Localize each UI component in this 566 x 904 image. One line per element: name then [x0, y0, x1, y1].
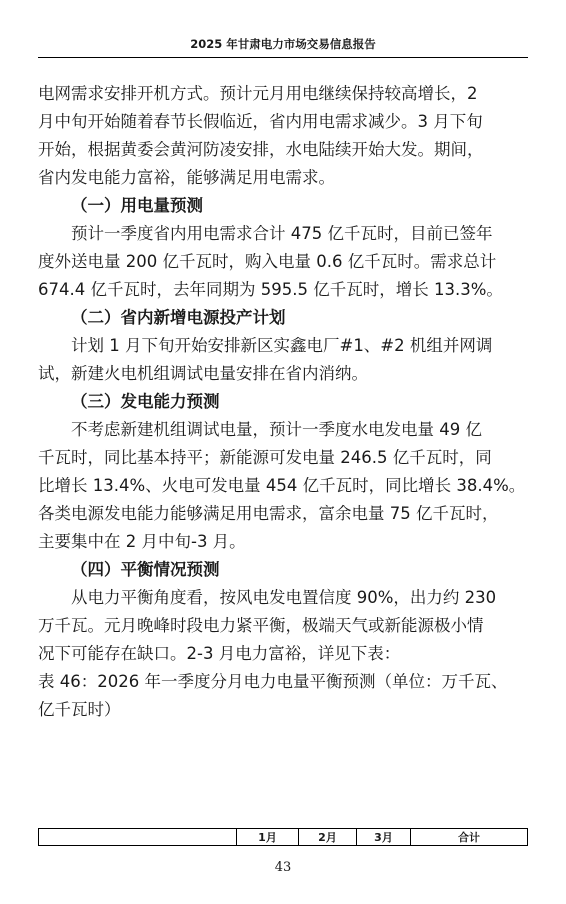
page-number: 43 [274, 860, 292, 875]
table-header-cell: 1月 [237, 829, 299, 846]
paragraph-line: 度外送电量 200 亿千瓦时，购入电量 0.6 亿千瓦时。需求总计 [38, 252, 497, 271]
table-header-cell: 3月 [357, 829, 411, 846]
table-header-cell [39, 829, 237, 846]
paragraph-line: 各类电源发电能力能够满足用电需求，富余电量 75 亿千瓦时， [38, 504, 499, 523]
section-heading-balance-forecast: （四）平衡情况预测 [71, 560, 220, 579]
table-header-row [39, 829, 528, 846]
intro-line: 月中旬开始随着春节长假临近，省内用电需求减少。3 月下旬 [38, 112, 483, 131]
paragraph-line: 从电力平衡角度看，按风电发电置信度 90%，出力约 230 [71, 588, 497, 607]
paragraph-line: 计划 1 月下旬开始安排新区实鑫电厂#1、#2 机组并网调 [71, 336, 493, 355]
table-header-cell: 2月 [299, 829, 357, 846]
table-header-cell: 合计 [411, 829, 528, 846]
intro-line: 电网需求安排开机方式。预计元月用电继续保持较高增长，2 [38, 84, 478, 103]
table-caption: 表 46：2026 年一季度分月电力电量平衡预测（单位：万千瓦、 [38, 672, 508, 691]
intro-line: 省内发电能力富裕，能够满足用电需求。 [38, 168, 335, 187]
section-heading-new-capacity: （二）省内新增电源投产计划 [71, 308, 286, 327]
paragraph-line: 万千瓦。元月晚峰时段电力紧平衡，极端天气或新能源极小情 [38, 616, 484, 635]
paragraph-line: 预计一季度省内用电需求合计 475 亿千瓦时，目前已签年 [71, 224, 493, 243]
balance-forecast-table [38, 828, 528, 846]
intro-line: 开始，根据黄委会黄河防凌安排，水电陆续开始大发。期间， [38, 140, 484, 159]
paragraph-line: 主要集中在 2 月中旬-3 月。 [38, 532, 246, 551]
paragraph-line: 不考虑新建机组调试电量，预计一季度水电发电量 49 亿 [71, 420, 482, 439]
paragraph-line: 比增长 13.4%、火电可发电量 454 亿千瓦时，同比增长 38.4%。 [38, 476, 526, 495]
paragraph-line: 试，新建火电机组调试电量安排在省内消纳。 [38, 364, 368, 383]
report-body [38, 80, 528, 724]
paragraph-line: 况下可能存在缺口。2-3 月电力富裕，详见下表： [38, 644, 401, 663]
table-caption: 亿千瓦时） [38, 700, 121, 719]
page-header: 2025 年甘肃电力市场交易信息报告 [190, 37, 376, 51]
paragraph-line: 千瓦时，同比基本持平；新能源可发电量 246.5 亿千瓦时，同 [38, 448, 492, 467]
header-divider [38, 57, 528, 58]
section-heading-generation-capacity: （三）发电能力预测 [71, 392, 220, 411]
paragraph-line: 674.4 亿千瓦时，去年同期为 595.5 亿千瓦时，增长 13.3%。 [38, 280, 503, 299]
section-heading-electricity-demand: （一）用电量预测 [71, 196, 203, 215]
